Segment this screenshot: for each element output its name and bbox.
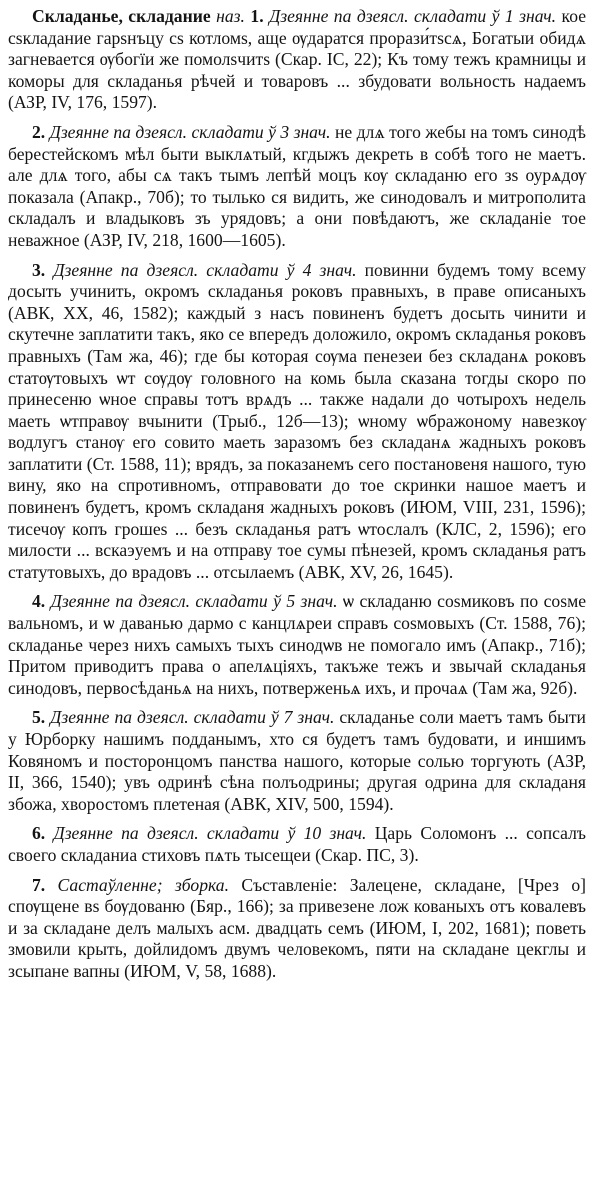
sense-6 — [8, 823, 586, 866]
sense-text: Царь Соломонъ ... сопсалъ своего складаниа стиховъ пѧть тысещеи (Скар. ПС, 3). — [8, 823, 586, 865]
sense-gloss: Дзеянне па дзеясл. — [50, 707, 189, 728]
sense-3 — [8, 260, 586, 584]
sense-ref: складати ў 1 знач. — [413, 6, 557, 26]
sense-2 — [8, 122, 586, 252]
sense-ref: складати ў 7 знач. — [193, 707, 335, 728]
dictionary-entry — [8, 6, 586, 991]
sense-gloss: Дзеянне па дзеясл. — [49, 121, 188, 142]
sense-5 — [8, 707, 586, 815]
sense-gloss: Дзеянне па дзеясл. — [269, 6, 409, 26]
sense-number: 4. — [32, 591, 46, 612]
sense-number: 3. — [32, 259, 46, 280]
sense-ref: складати ў 3 знач. — [191, 121, 331, 142]
sense-number: 7. — [32, 874, 46, 895]
sense-text: кое сѕкладание гарѕнъцу сѕ котломѕ, аще ѹдаратся прорази́тѕсѧ, Богатыи обидѧ загневается ѹбогїи же помолѕчитѕ (Скар. IC, 22); Къ тому тежъ крамницы и коморы для складанья рѣчей и товаровъ ... збудовати вольность надаемъ (АЗР, IV, 176, 1597). — [8, 6, 587, 113]
sense-text: повинни будемъ тому всему досыть учинить, окромъ складанья роковъ правныхъ, в праве описаныхъ (АВК, XX, 46, 1582); каждый з насъ повиненъ будетъ досыть чинити и скутечне заплатити такъ, яко се впередъ доложило, окромъ складанья роковъ правныхъ (Там жа, 46); где бы которая сѹма пенезеи без складанѧ роковъ статѹтовыхъ ѡт сѹдѹ головного на комь была сказана тогды скоро по принесеню ѡное справы тотъ врѧдъ ... также надали до чотырохъ недель маеть ѡтправѹ вчынити (Трыб., 12б—13); ѡному ѡбражоному навезкѹ водлугъ станѹ его совито маеть заразомъ без складанѧ жадныхъ роковъ заплатити (Ст. 1588, 11); врядъ, за показанемъ сего постановеня нашого, тую вину, яко на спротивномъ, отправовати до тое скринки нашое маетъ и повиненъ будетъ, кромъ складаня жадныхъ роковъ (ИЮМ, VIII, 231, 1596); тисечѹ копъ грошеѕ ... безъ складанья ратъ ѡтослалъ (КЛС, 2, 1596); его милости ... вскаэуемъ и на отправу тое сумы пѣнезей, кромъ складанья ратъ статутовыхъ, до врадовъ ... отсылаемъ (АВК, XV, 26, 1645). — [8, 259, 586, 582]
sense-number: 5. — [32, 707, 46, 728]
sense-ref: складати ў 5 знач. — [195, 591, 338, 612]
part-of-speech: наз. — [216, 6, 245, 26]
sense-gloss: Дзеянне па дзеясл. — [53, 823, 199, 844]
sense-gloss: Дзеянне па дзеясл. — [53, 259, 199, 280]
sense-4 — [8, 591, 586, 699]
sense-gloss: Састаўленне; зборка. — [57, 874, 229, 895]
sense-ref: складати ў 10 знач. — [206, 823, 367, 844]
sense-text: не длѧ того жебы на томъ синодѣ берестейскомъ мѣл быти выклѧтый, кгдыжъ декреть в собѣ того не маетъ. але длѧ того, абы сѧ такъ тымъ лепѣй моцъ кѹ складаню его зѕ оурѧдѹ показала (Апакр., 70б); то тылько ся видить, же синодовалъ и митрополита складалъ и владыковъ зъ урядовъ; а они повѣдаютъ, же складаніе тое неважное (АЗР, IV, 218, 1600—1605). — [8, 121, 586, 250]
sense-ref: складати ў 4 знач. — [206, 259, 357, 280]
sense-text: Съставленіе: Залецене, складане, [Чрез о] спѹщене вѕ бѹдованю (Бяр., 166); за привезене лож кованыхъ отъ ковалевъ и за складане делъ малыхъ асм. двадцать семъ (ИЮМ, I, 202, 1681); поветь змовили крыть, дойлидомъ двумъ человекомъ, пяти на складане цекглы и зсыпане вапны (ИЮМ, V, 58, 1688). — [8, 874, 586, 981]
headword: Складанье, складание — [32, 6, 211, 26]
sense-number: 2. — [32, 121, 46, 142]
sense-7 — [8, 875, 586, 983]
sense-text: складанье соли маетъ тамъ быти у Юрборку нашимъ подданымъ, хто ся будетъ тамъ будовати, и иншимъ Ковяномъ и посторонцомъ панства нашого, которые солью торгують (АЗР, II, 366, 1540); увъ одринѣ сѣна полъодрины; другая одрина для складаня збожа, хворостомъ плетеная (АВК, XIV, 500, 1594). — [8, 707, 586, 814]
sense-text: ѡ складаню соѕмиковъ по соѕме вальномъ, и ѡ даванью дармо с канцлѧреи справъ соѕмовыхъ (Ст. 1588, 76); складанье через нихъ самыхъ тыхъ синодѡв не помогало имъ (Апакр., 71б); Притом приводитъ права о апелѧціяхъ, такъже тежъ и звычай складанья синодовъ, первосѣданьѧ на нихъ, потверженьѧ ихъ, и прочаѧ (Там жа, 92б). — [8, 591, 587, 698]
sense-number: 1. — [250, 6, 264, 26]
sense-gloss: Дзеянне па дзеясл. — [50, 591, 190, 612]
sense-1 — [8, 6, 586, 114]
sense-number: 6. — [32, 823, 46, 844]
